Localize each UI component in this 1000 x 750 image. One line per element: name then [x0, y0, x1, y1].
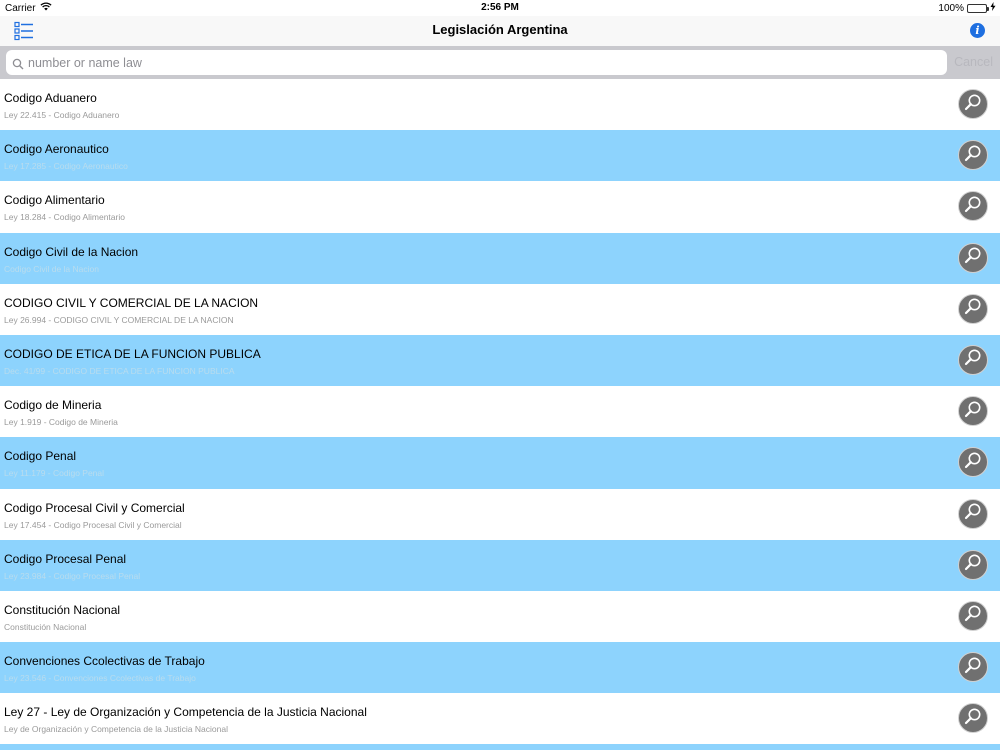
list-item-subtitle: Constitución Nacional	[4, 621, 87, 632]
list-item-subtitle: Dec. 41/99 - CODIGO DE ETICA DE LA FUNCION PUBLICA	[4, 365, 235, 376]
list-item-title: Codigo de Mineria	[4, 398, 102, 413]
list-item-subtitle: Ley 11.179 - Codigo Penal	[4, 468, 105, 479]
row-search-button[interactable]	[958, 243, 988, 273]
info-button[interactable]	[970, 23, 985, 38]
row-search-button[interactable]	[958, 550, 988, 580]
cancel-button[interactable]: Cancel	[954, 55, 993, 69]
list-item[interactable]	[0, 181, 1000, 232]
list-item[interactable]	[0, 284, 1000, 335]
list-item[interactable]	[0, 335, 1000, 386]
magnifier-icon	[963, 92, 983, 117]
list-item[interactable]	[0, 437, 1000, 488]
row-search-button[interactable]	[958, 89, 988, 119]
list-item[interactable]	[0, 386, 1000, 437]
info-icon: i	[975, 24, 980, 37]
list-item-subtitle: Ley 1.919 - Codigo de Mineria	[4, 417, 118, 428]
row-search-button[interactable]	[958, 345, 988, 375]
status-time: 2:56 PM	[481, 2, 519, 13]
row-search-button[interactable]	[958, 447, 988, 477]
list-item-title: Codigo Procesal Penal	[4, 551, 127, 566]
search-input[interactable]	[28, 56, 928, 70]
battery-icon	[967, 4, 987, 13]
charging-icon	[990, 2, 996, 14]
list-item-title: Ley 27 - Ley de Organización y Competencia de la Justicia Nacional	[4, 705, 367, 720]
list-item-partial[interactable]	[0, 744, 1000, 750]
carrier-label: Carrier	[5, 2, 36, 14]
search-icon	[12, 57, 24, 69]
list-item-subtitle: Ley 18.284 - Codigo Alimentario	[4, 212, 125, 223]
list-item[interactable]	[0, 540, 1000, 591]
list-item[interactable]	[0, 130, 1000, 181]
list-item-title: CODIGO CIVIL Y COMERCIAL DE LA NACION	[4, 295, 259, 310]
battery-percent: 100%	[938, 2, 964, 14]
list-item-title: Constitución Nacional	[4, 602, 121, 617]
magnifier-icon	[963, 143, 983, 168]
list-item-subtitle: Ley 23.546 - Convenciones Ccolectivas de Trabajo	[4, 673, 196, 684]
magnifier-icon	[963, 450, 983, 475]
list-item-title: CODIGO DE ETICA DE LA FUNCION PUBLICA	[4, 346, 261, 361]
law-list	[0, 79, 1000, 750]
list-item-subtitle: Ley 23.984 - Codigo Procesal Penal	[4, 570, 141, 581]
list-item[interactable]	[0, 233, 1000, 284]
status-bar	[0, 0, 1000, 16]
list-item-subtitle: Ley 22.415 - Codigo Aduanero	[4, 110, 120, 120]
magnifier-icon	[963, 706, 983, 731]
magnifier-icon	[963, 245, 983, 270]
list-item-subtitle: Ley 17.454 - Codigo Procesal Civil y Comercial	[4, 519, 182, 530]
magnifier-icon	[963, 296, 983, 321]
list-item-title: Codigo Aduanero	[4, 91, 97, 105]
row-search-button[interactable]	[958, 601, 988, 631]
search-field[interactable]	[6, 50, 947, 75]
list-item-subtitle: Ley 26.994 - CODIGO CIVIL Y COMERCIAL DE LA NACION	[4, 314, 234, 325]
magnifier-icon	[963, 347, 983, 372]
list-item[interactable]	[0, 79, 1000, 130]
list-item[interactable]	[0, 693, 1000, 744]
list-item-title: Convenciones Ccolectivas de Trabajo	[4, 654, 205, 669]
row-search-button[interactable]	[958, 140, 988, 170]
magnifier-icon	[963, 501, 983, 526]
list-item-title: Codigo Aeronautico	[4, 142, 109, 157]
list-item[interactable]	[0, 489, 1000, 540]
list-item-title: Codigo Civil de la Nacion	[4, 244, 139, 259]
list-item[interactable]	[0, 591, 1000, 642]
magnifier-icon	[963, 603, 983, 628]
list-item[interactable]	[0, 642, 1000, 693]
row-search-button[interactable]	[958, 396, 988, 426]
row-search-button[interactable]	[958, 499, 988, 529]
row-search-button[interactable]	[958, 294, 988, 324]
list-item-title: Codigo Procesal Civil y Comercial	[4, 500, 185, 515]
list-item-title: Codigo Alimentario	[4, 193, 105, 208]
list-item-subtitle: Ley 17.285 - Codigo Aeronautico	[4, 161, 128, 172]
search-bar	[0, 46, 1000, 79]
magnifier-icon	[963, 194, 983, 219]
magnifier-icon	[963, 399, 983, 424]
row-search-button[interactable]	[958, 191, 988, 221]
row-search-button[interactable]	[958, 703, 988, 733]
list-item-title: Codigo Penal	[4, 449, 77, 464]
list-item-subtitle: Codigo Civil de la Nacion	[4, 263, 99, 274]
status-right	[938, 2, 996, 14]
navigation-bar	[0, 16, 1000, 46]
row-search-button[interactable]	[958, 652, 988, 682]
magnifier-icon	[963, 655, 983, 680]
list-item-subtitle: Ley de Organización y Competencia de la Justicia Nacional	[4, 724, 228, 735]
magnifier-icon	[963, 552, 983, 577]
page-title: Legislación Argentina	[432, 22, 568, 37]
